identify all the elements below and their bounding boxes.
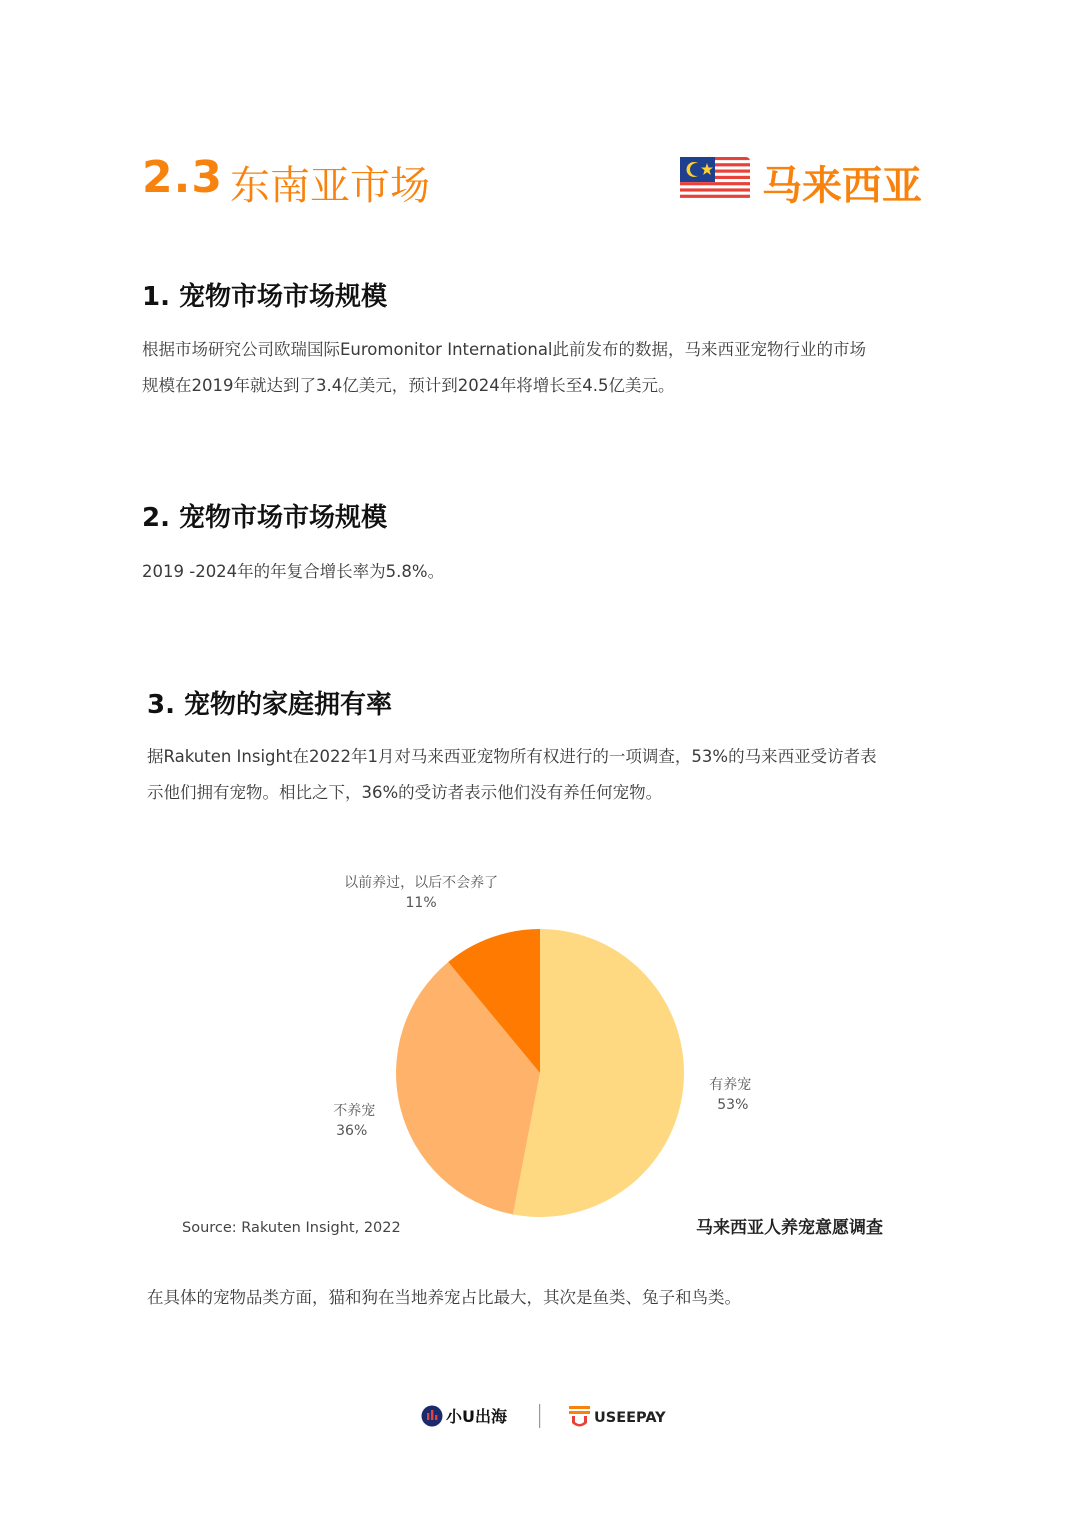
pie-label-0: 有养宠 [709,1076,752,1093]
footer-divider [539,1404,540,1428]
malaysia-flag-icon [680,157,750,201]
section-title: 东南亚市场 [230,163,430,209]
chart-title: 马来西亚人养宠意愿调查 [696,1218,883,1238]
pie-value-label-1: 36% [336,1122,368,1139]
section-3-title: 3. 宠物的家庭拥有率 [147,690,393,720]
section-2-paragraph [142,554,444,590]
useepay-logo-icon [569,1406,590,1427]
section-1-line-1: 根据市场研究公司欧瑞国际Euromonitor International此前发布的数据，马来西亚宠物行业的市场 [142,340,867,359]
pie-label-1: 不养宠 [333,1102,376,1119]
section-1-title: 1. 宠物市场市场规模 [142,282,388,312]
footer-brands [0,1396,1080,1436]
pie-label-2: 以前养过，以后不会养了 [344,874,499,891]
section-3-line-2: 示他们拥有宠物。相比之下，36%的受访者表示他们没有养任何宠物。 [147,783,663,802]
pie-value-label-0: 53% [717,1096,749,1113]
section-2-title: 2. 宠物市场市场规模 [142,503,388,533]
section-1-line-2: 规模在2019年就达到了3.4亿美元，预计到2024年将增长至4.5亿美元。 [142,376,675,395]
section-number: 2.3 [142,152,223,203]
section-1-paragraph [142,332,866,404]
country-title: 马来西亚 [762,163,922,209]
section-3-line-1: 据Rakuten Insight在2022年1月对马来西亚宠物所有权进行的一项调查，53%的马来西亚受访者表 [147,747,877,766]
pie-slices [396,929,684,1217]
xiaou-logo-icon [422,1406,443,1427]
pet-ownership-pie-chart [0,860,1080,1260]
pie-value-label-2: 11% [405,894,437,911]
brand-right-name: USEEPAY [594,1410,666,1426]
closing-paragraph: 在具体的宠物品类方面，猫和狗在当地养宠占比最大，其次是鱼类、兔子和鸟类。 [147,1288,741,1307]
section-3-paragraph [147,739,877,811]
brand-left-name: 小U出海 [446,1407,507,1426]
chart-source: Source: Rakuten Insight, 2022 [182,1220,401,1236]
section-2-line-1: 2019 -2024年的年复合增长率为5.8%。 [142,562,445,581]
